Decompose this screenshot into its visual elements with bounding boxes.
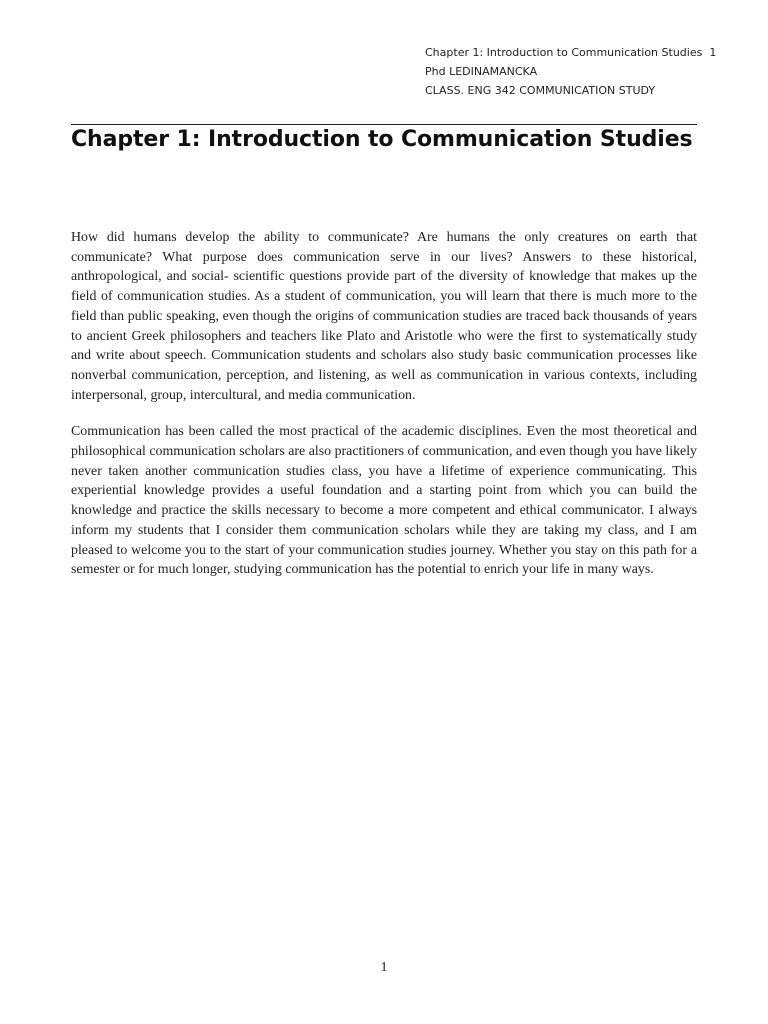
running-header-title-line [425, 45, 725, 60]
running-header-class: CLASS. ENG 342 COMMUNICATION STUDY [425, 84, 656, 97]
running-header-author: Phd LEDINAMANCKA [425, 65, 538, 78]
body-text [71, 228, 697, 597]
page-number: 1 [380, 960, 388, 975]
running-header-page-number: 1 [709, 46, 717, 59]
paragraph-2: Communication has been called the most practical of the academic disciplines. Even the most theoretical and philosophical communication scholars are also practitioners of communication, and even though you have likely never taken another communication studies class, you have a lifetime of experience communicating. This experiential knowledge provides a useful foundation and a starting point from which you can build the knowledge and practice the skills necessary to become a more competent and ethical communicator. I always inform my students that I consider them communication scholars while they are taking my class, and I am pleased to welcome you to the start of your communication studies journey. Whether you stay on this path for a semester or for much longer, studying communication has the potential to enrich your life in many ways. [71, 424, 697, 578]
running-header [425, 45, 725, 102]
running-header-title: Chapter 1: Introduction to Communication Studies [425, 46, 703, 59]
chapter-title: Chapter 1: Introduction to Communication Studies [71, 127, 693, 152]
paragraph-1: How did humans develop the ability to communicate? Are humans the only creatures on earth that communicate? What purpose does communication serve in our lives? Answers to these historical, anthropological, and social- scientific questions provide part of the diversity of knowledge that makes up the field of communication studies. As a student of communication, you will learn that there is much more to the field than public speaking, even though the origins of communication studies are traced back thousands of years to ancient Greek philosophers and teachers like Plato and Aristotle who were the first to systematically study and write about speech. Communication students and scholars also study basic communication processes like nonverbal communication, perception, and listening, as well as communication in various contexts, including interpersonal, group, intercultural, and media communication. [71, 230, 697, 403]
